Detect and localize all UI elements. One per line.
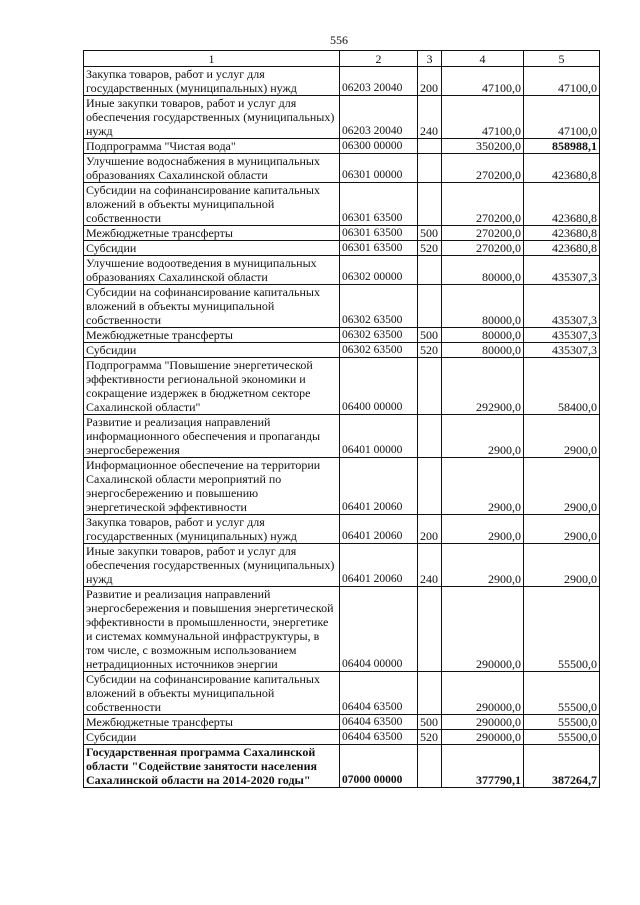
row-type: 520 [418, 343, 442, 358]
row-value-5: 2900,0 [524, 415, 600, 458]
row-code: 06302 63500 [340, 328, 418, 343]
row-value-4: 80000,0 [442, 328, 524, 343]
row-value-4: 290000,0 [442, 672, 524, 715]
row-code: 06301 63500 [340, 226, 418, 241]
row-type: 500 [418, 715, 442, 730]
row-code: 06302 63500 [340, 343, 418, 358]
row-name: Государственная программа Сахалинской области "Содействие занятости населения Сахалинской области на 2014-2020 годы" [84, 745, 340, 788]
row-value-5: 435307,3 [524, 285, 600, 328]
row-value-4: 292900,0 [442, 358, 524, 415]
row-value-4: 270200,0 [442, 154, 524, 183]
row-code: 07000 00000 [340, 745, 418, 788]
row-type: 200 [418, 515, 442, 544]
row-code: 06404 63500 [340, 730, 418, 745]
row-name: Субсидии на софинансирование капитальных вложений в объекты муниципальной собственности [84, 285, 340, 328]
row-value-4: 290000,0 [442, 730, 524, 745]
table-row [84, 343, 600, 358]
row-type [418, 587, 442, 672]
table-row [84, 285, 600, 328]
row-value-4: 270200,0 [442, 241, 524, 256]
row-type: 520 [418, 730, 442, 745]
table-row [84, 139, 600, 154]
row-type [418, 183, 442, 226]
row-type: 500 [418, 328, 442, 343]
row-value-4: 350200,0 [442, 139, 524, 154]
row-value-5: 55500,0 [524, 672, 600, 715]
row-code: 06302 63500 [340, 285, 418, 328]
row-code: 06401 20060 [340, 544, 418, 587]
row-type [418, 358, 442, 415]
row-name: Закупка товаров, работ и услуг для государственных (муниципальных) нужд [84, 67, 340, 96]
row-value-4: 377790,1 [442, 745, 524, 788]
table-row [84, 515, 600, 544]
table-row [84, 544, 600, 587]
row-name: Развитие и реализация направлений информационного обеспечения и пропаганды энергосбережения [84, 415, 340, 458]
table-row [84, 358, 600, 415]
table-row [84, 587, 600, 672]
row-code: 06404 63500 [340, 672, 418, 715]
row-value-4: 47100,0 [442, 96, 524, 139]
row-value-5: 2900,0 [524, 458, 600, 515]
row-code: 06400 00000 [340, 358, 418, 415]
row-name: Иные закупки товаров, работ и услуг для обеспечения государственных (муниципальных) нужд [84, 544, 340, 587]
row-value-4: 2900,0 [442, 515, 524, 544]
row-name: Закупка товаров, работ и услуг для государственных (муниципальных) нужд [84, 515, 340, 544]
header-cell-5: 5 [524, 51, 600, 67]
table-row [84, 96, 600, 139]
row-value-5: 47100,0 [524, 67, 600, 96]
row-code: 06203 20040 [340, 96, 418, 139]
row-code: 06300 00000 [340, 139, 418, 154]
table-row [84, 672, 600, 715]
row-type [418, 285, 442, 328]
row-type [418, 139, 442, 154]
row-name: Информационное обеспечение на территории Сахалинской области мероприятий по энергосбережению и повышению энергетической эффективности [84, 458, 340, 515]
row-code: 06301 00000 [340, 154, 418, 183]
row-type: 500 [418, 226, 442, 241]
table-row [84, 415, 600, 458]
row-name: Подпрограмма "Повышение энергетической эффективности региональной экономики и сокращение издержек в бюджетном секторе Сахалинской области" [84, 358, 340, 415]
table-row [84, 458, 600, 515]
row-value-5: 47100,0 [524, 96, 600, 139]
row-code: 06203 20040 [340, 67, 418, 96]
row-value-5: 55500,0 [524, 587, 600, 672]
row-value-4: 2900,0 [442, 544, 524, 587]
row-type [418, 256, 442, 285]
row-value-4: 80000,0 [442, 285, 524, 328]
row-value-5: 423680,8 [524, 154, 600, 183]
row-name: Субсидии [84, 343, 340, 358]
row-type [418, 672, 442, 715]
row-code: 06401 20060 [340, 458, 418, 515]
header-cell-3: 3 [418, 51, 442, 67]
row-value-5: 58400,0 [524, 358, 600, 415]
header-row [84, 51, 600, 67]
row-name: Межбюджетные трансферты [84, 715, 340, 730]
row-value-5: 423680,8 [524, 226, 600, 241]
row-type [418, 458, 442, 515]
table-row-program-total [84, 745, 600, 788]
row-code: 06401 00000 [340, 415, 418, 458]
header-cell-4: 4 [442, 51, 524, 67]
page-number: 556 [330, 33, 348, 47]
row-type [418, 154, 442, 183]
row-name: Улучшение водоснабжения в муниципальных образованиях Сахалинской области [84, 154, 340, 183]
row-value-5: 435307,3 [524, 256, 600, 285]
row-name: Иные закупки товаров, работ и услуг для обеспечения государственных (муниципальных) нужд [84, 96, 340, 139]
budget-table [83, 50, 600, 788]
row-type [418, 745, 442, 788]
row-value-4: 290000,0 [442, 587, 524, 672]
row-value-4: 47100,0 [442, 67, 524, 96]
row-value-5: 2900,0 [524, 544, 600, 587]
row-type: 240 [418, 544, 442, 587]
row-name: Развитие и реализация направлений энергосбережения и повышения энергетической эффективности в промышленности, энергетике и системах коммунальной инфраструктуры, в том числе, с возможным использованием нетрадиционных источников энергии [84, 587, 340, 672]
row-value-5: 2900,0 [524, 515, 600, 544]
table-row [84, 183, 600, 226]
row-value-4: 80000,0 [442, 256, 524, 285]
table-row [84, 256, 600, 285]
row-value-4: 80000,0 [442, 343, 524, 358]
row-name: Межбюджетные трансферты [84, 328, 340, 343]
table-row [84, 67, 600, 96]
row-value-5: 423680,8 [524, 241, 600, 256]
row-value-5: 387264,7 [524, 745, 600, 788]
row-code: 06301 63500 [340, 183, 418, 226]
table-row [84, 154, 600, 183]
row-name: Субсидии на софинансирование капитальных вложений в объекты муниципальной собственности [84, 183, 340, 226]
row-name: Субсидии [84, 730, 340, 745]
row-name: Межбюджетные трансферты [84, 226, 340, 241]
row-name: Улучшение водоотведения в муниципальных образованиях Сахалинской области [84, 256, 340, 285]
row-type: 200 [418, 67, 442, 96]
table-row [84, 328, 600, 343]
row-value-4: 270200,0 [442, 226, 524, 241]
row-value-4: 2900,0 [442, 415, 524, 458]
row-value-5: 55500,0 [524, 715, 600, 730]
row-type: 240 [418, 96, 442, 139]
row-code: 06301 63500 [340, 241, 418, 256]
row-value-5: 435307,3 [524, 343, 600, 358]
table-row [84, 241, 600, 256]
table-row [84, 715, 600, 730]
row-code: 06404 00000 [340, 587, 418, 672]
header-cell-1: 1 [84, 51, 340, 67]
row-code: 06404 63500 [340, 715, 418, 730]
table-row [84, 226, 600, 241]
row-value-4: 290000,0 [442, 715, 524, 730]
row-name: Субсидии на софинансирование капитальных вложений в объекты муниципальной собственности [84, 672, 340, 715]
row-value-4: 2900,0 [442, 458, 524, 515]
header-cell-2: 2 [340, 51, 418, 67]
row-type [418, 415, 442, 458]
row-value-5: 435307,3 [524, 328, 600, 343]
row-value-5: 423680,8 [524, 183, 600, 226]
row-code: 06302 00000 [340, 256, 418, 285]
row-value-5: 858988,1 [524, 139, 600, 154]
row-name: Подпрограмма "Чистая вода" [84, 139, 340, 154]
row-value-5: 55500,0 [524, 730, 600, 745]
row-type: 520 [418, 241, 442, 256]
row-value-4: 270200,0 [442, 183, 524, 226]
row-name: Субсидии [84, 241, 340, 256]
row-code: 06401 20060 [340, 515, 418, 544]
table-row [84, 730, 600, 745]
